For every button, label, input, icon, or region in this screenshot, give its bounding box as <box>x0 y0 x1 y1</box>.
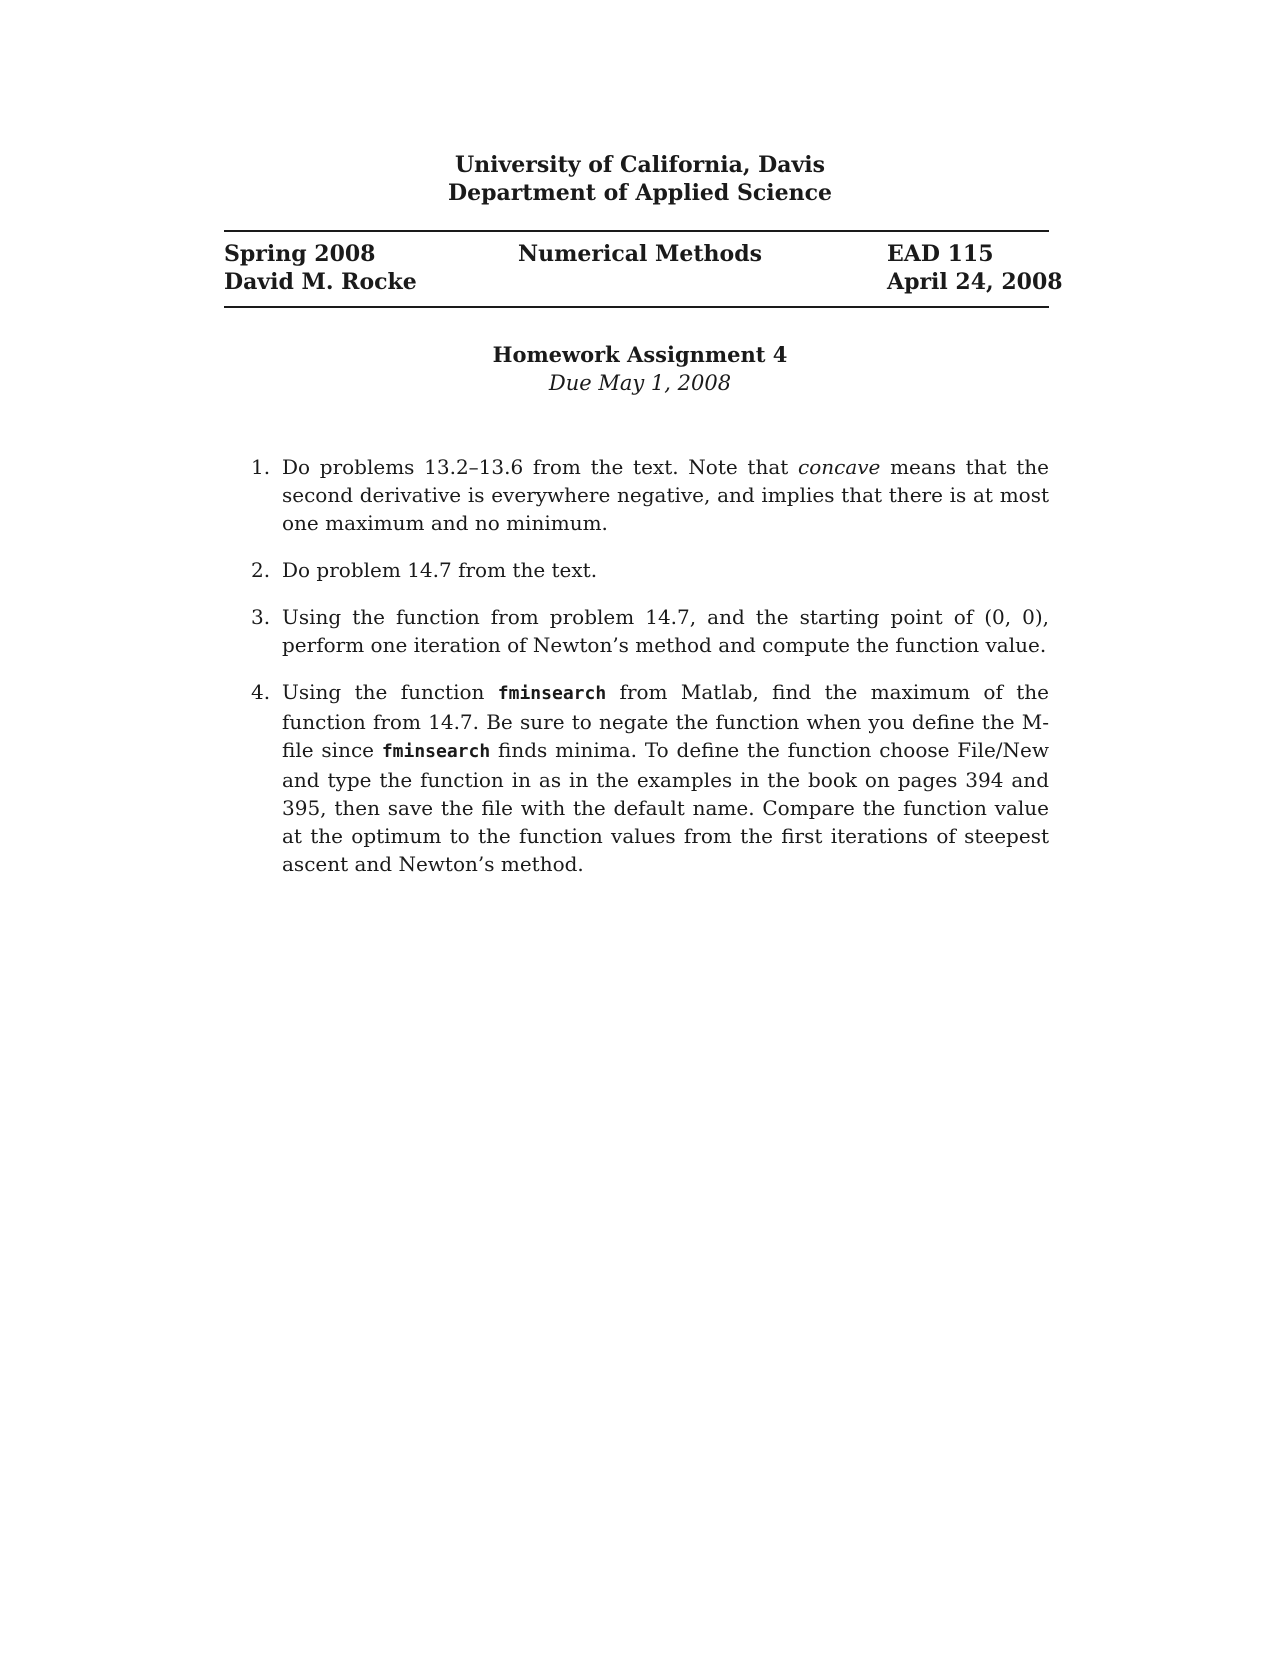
problem-text: Using the function from problem 14.7, and the starting point of (0, 0), perform one iteration of Newton’s method and compute the function value. <box>282 605 1049 657</box>
assignment-heading <box>0 341 1280 397</box>
instructor: David M. Rocke <box>224 269 417 295</box>
issue-date: April 24, 2008 <box>887 269 1063 295</box>
department-name: Department of Applied Science <box>448 180 832 206</box>
problem-text: finds minima. To define the function choose File/New and type the function in as in the examples in the book on pages 394 and 395, then save the file with the default name. Compare the function value at the optimum to the function values from the first iterations of steepest ascent and Newton’s method. <box>282 738 1049 876</box>
problem-text: Using the function <box>282 680 498 704</box>
due-date: Due May 1, 2008 <box>548 371 732 395</box>
problem-item <box>251 678 1049 878</box>
problem-text: Do problem 14.7 from the text. <box>282 558 598 582</box>
problem-text: from Matlab, find the maximum of the function from 14.7. Be sure to negate the function when you define the M-file since <box>282 680 1049 762</box>
header-bottom-rule <box>224 306 1049 308</box>
problem-text: Do problems 13.2–13.6 from the text. Note that <box>282 455 798 479</box>
header-right-block <box>887 240 1063 296</box>
problem-item <box>251 603 1049 659</box>
term: Spring 2008 <box>224 241 376 267</box>
header-top-rule <box>224 230 1049 232</box>
problem-number: 1. <box>251 455 271 479</box>
problem-list <box>251 453 1049 897</box>
problem-text: means that the second derivative is everywhere negative, and implies that there is at most one maximum and no minimum. <box>282 455 1050 535</box>
code-term: fminsearch <box>497 683 607 704</box>
course-code: EAD 115 <box>887 241 994 267</box>
university-name: University of California, Davis <box>454 152 826 178</box>
problem-number: 3. <box>251 605 271 629</box>
code-term: fminsearch <box>381 741 491 762</box>
emphasized-term: concave <box>798 455 881 479</box>
problem-item <box>251 453 1049 537</box>
problem-number: 2. <box>251 558 271 582</box>
institution-heading <box>0 151 1280 207</box>
problem-number: 4. <box>251 680 271 704</box>
problem-item <box>251 556 1049 584</box>
course-title: Numerical Methods <box>518 241 762 267</box>
assignment-title: Homework Assignment 4 <box>492 342 788 367</box>
